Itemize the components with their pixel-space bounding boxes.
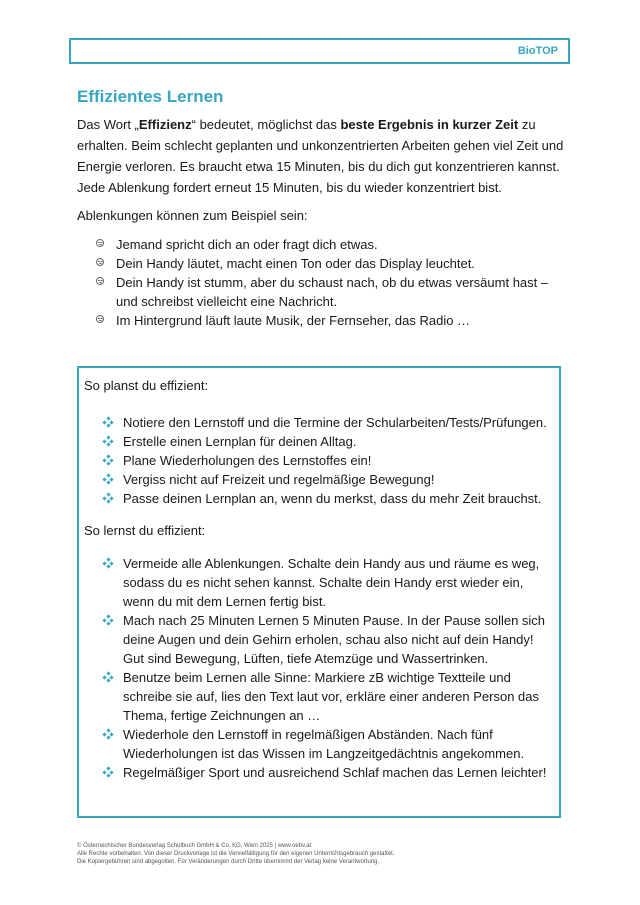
brand-label: BioTOP: [517, 45, 558, 57]
list-item: [103, 451, 553, 470]
list-item-text: Wiederhole den Lernstoff in regelmäßigen Abständen. Nach fünf Wiederholungen ist das Wissen im Langzeitgedächtnis angekommen.: [123, 727, 525, 761]
list-item: [103, 725, 553, 763]
list-item: [103, 554, 553, 611]
list-item: [96, 235, 556, 254]
footer: [77, 842, 577, 866]
diamond-bullet-icon: [103, 436, 113, 446]
list-item-text: Dein Handy ist stumm, aber du schaust nach, ob du etwas versäumt hast – und schreibst vielleicht eine Nachricht.: [116, 275, 549, 309]
list-item: [103, 611, 553, 668]
learn-list: [103, 554, 553, 782]
footer-disclaimer: Die Kopiergebühren sind abgegolten. Für Veränderungen durch Dritte übernimmt der Verlag keine Verantwortung.: [77, 859, 380, 865]
frown-smiley-icon: [96, 258, 104, 266]
intro-paragraph: [77, 114, 565, 198]
list-item-text: Benutze beim Lernen alle Sinne: Markiere zB wichtige Textteile und schreibe sie auf, lies den Text laut vor, erkläre einer anderen Person das Thema, fertige Zeichnungen an …: [123, 670, 539, 723]
list-item: [103, 763, 553, 782]
intro-text-2: “ bedeutet, möglichst das: [191, 117, 341, 132]
list-item: [103, 432, 553, 451]
learn-heading: So lernst du effizient:: [84, 523, 206, 538]
list-item-text: Vermeide alle Ablenkungen. Schalte dein Handy aus und räume es weg, sodass du es nicht sehen kannst. Schalte dein Handy erst wieder ein, wenn du mit dem Lernen fertig bist.: [123, 556, 540, 609]
list-item: [103, 470, 553, 489]
plan-heading: So planst du effizient:: [84, 378, 209, 393]
frown-smiley-icon: [96, 315, 104, 323]
page-title: Effizientes Lernen: [77, 87, 224, 106]
list-item: [96, 311, 556, 330]
list-item: [103, 668, 553, 725]
diamond-bullet-icon: [103, 493, 113, 503]
list-item-text: Plane Wiederholungen des Lernstoffes ein!: [123, 453, 372, 468]
diamond-bullet-icon: [103, 672, 113, 682]
diamond-bullet-icon: [103, 455, 113, 465]
intro-bold-efficiency: Effizienz: [138, 117, 192, 132]
list-item-text: Vergiss nicht auf Freizeit und regelmäßige Bewegung!: [123, 472, 435, 487]
distractions-list: [96, 235, 556, 330]
intro-text-3: zu erhalten. Beim schlecht geplanten und unkonzentrierten Arbeiten gehen viel Zeit und Energie verloren. Es braucht etwa 15 Minuten, bis du dich gut konzentrieren kannst. Jede Ablenkung fordert erneut 15 Minuten, bis du wieder konzentriert bist.: [77, 117, 564, 195]
diamond-bullet-icon: [103, 417, 113, 427]
list-item-text: Regelmäßiger Sport und ausreichend Schlaf machen das Lernen leichter!: [123, 765, 547, 780]
diamond-bullet-icon: [103, 767, 113, 777]
list-item-text: Jemand spricht dich an oder fragt dich etwas.: [116, 237, 378, 252]
list-item-text: Im Hintergrund läuft laute Musik, der Fernseher, das Radio …: [116, 313, 471, 328]
footer-copyright: © Österreichischer Bundesverlag Schulbuch GmbH & Co. KG, Wien 2025 | www.oebv.at: [77, 843, 312, 849]
intro-bold-best-result: beste Ergebnis in kurzer Zeit: [340, 117, 519, 132]
diamond-bullet-icon: [103, 615, 113, 625]
list-item: [96, 273, 556, 311]
list-item-text: Erstelle einen Lernplan für deinen Alltag.: [123, 434, 357, 449]
list-item: [103, 413, 553, 432]
footer-rights: Alle Rechte vorbehalten. Von dieser Druckvorlage ist die Vervielfältigung für den eigenen Unterrichtsgebrauch gestattet.: [77, 851, 395, 857]
frown-smiley-icon: [96, 277, 104, 285]
plan-list: [103, 413, 553, 508]
diamond-bullet-icon: [103, 558, 113, 568]
diamond-bullet-icon: [103, 474, 113, 484]
list-item-text: Notiere den Lernstoff und die Termine der Schularbeiten/Tests/Prüfungen.: [123, 415, 547, 430]
distractions-lead: Ablenkungen können zum Beispiel sein:: [77, 208, 308, 223]
list-item: [103, 489, 553, 508]
diamond-bullet-icon: [103, 729, 113, 739]
header-bar: [69, 38, 570, 64]
list-item: [96, 254, 556, 273]
frown-smiley-icon: [96, 239, 104, 247]
list-item-text: Passe deinen Lernplan an, wenn du merkst, dass du mehr Zeit brauchst.: [123, 491, 542, 506]
list-item-text: Dein Handy läutet, macht einen Ton oder das Display leuchtet.: [116, 256, 475, 271]
list-item-text: Mach nach 25 Minuten Lernen 5 Minuten Pause. In der Pause sollen sich deine Augen und dein Gehirn erholen, schau also nicht auf dein Handy! Gut sind Bewegung, Lüften, tiefe Atemzüge und Wassertrinken.: [123, 613, 546, 666]
intro-text-1: Das Wort „: [77, 117, 139, 132]
